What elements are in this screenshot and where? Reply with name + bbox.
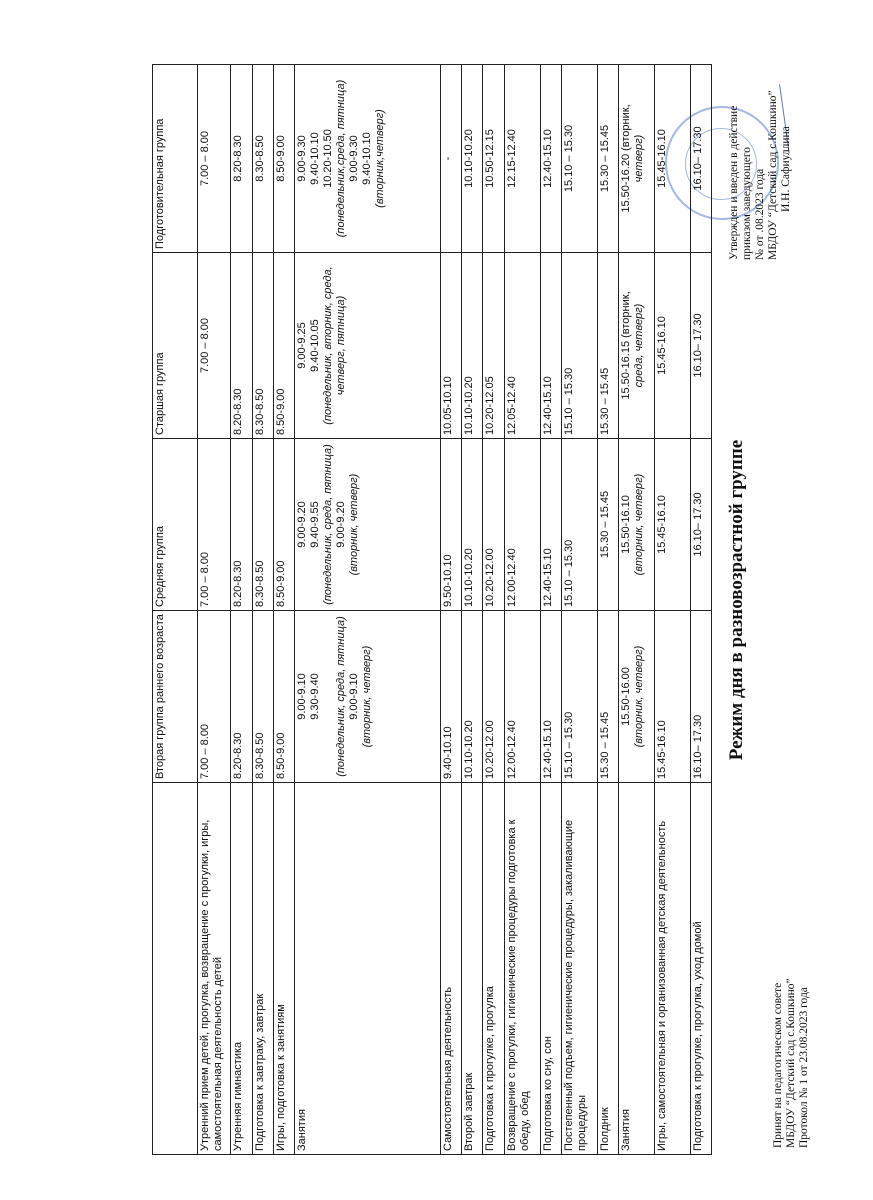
approval-note-right [728, 90, 793, 260]
table-row [561, 65, 597, 1155]
time-cell: 10.10-10.20 [462, 611, 483, 783]
table-row-afternoon-classes [618, 65, 654, 1155]
time-cell: 10.20-12.05 [483, 253, 504, 439]
time-cell: 12.00-12.40 [504, 439, 540, 611]
page-title: Режим дня в разновозрастной группе [726, 439, 747, 761]
time-cell: 12.40-15.10 [540, 253, 561, 439]
council-line: Принят на педагогическом совете [772, 982, 784, 1148]
time-cell: 10.10-10.20 [462, 65, 483, 253]
header-activity [153, 783, 198, 1155]
time-cell: 12.40-15.10 [540, 65, 561, 253]
header-group-middle: Средняя группа [153, 439, 198, 611]
table-row [597, 65, 618, 1155]
time-cell: 9.40-10.10 [440, 611, 461, 783]
time-cell: 15.45-16.10 [654, 611, 690, 783]
order-number-line: № от .08.2023 года [754, 168, 766, 260]
table-row [231, 65, 252, 1155]
table-header-row [153, 65, 198, 1155]
time-cell: 15.30 – 15.45 [597, 253, 618, 439]
time-cell: 15.10 – 15.30 [561, 253, 597, 439]
time-cell: 15.50-16.15 (вторник, среда, четверг) [618, 253, 654, 439]
header-group-prep: Подготовительная группа [153, 65, 198, 253]
time-cell: 9.50-10.10 [440, 439, 461, 611]
activity-cell: Занятия [618, 783, 654, 1155]
time-cell: 10.20-12.00 [483, 439, 504, 611]
time-cell: 8.20-8.30 [231, 439, 252, 611]
time-cell: 8.30-8.50 [252, 439, 273, 611]
time-cell: 8.50-9.00 [273, 65, 294, 253]
activity-cell: Подготовка к прогулке, прогулка [483, 783, 504, 1155]
time-cell: 7.00 – 8.00 [197, 65, 231, 253]
head-name-line: И.Н. Сафиуллина [780, 126, 792, 212]
time-cell: 8.20-8.30 [231, 253, 252, 439]
activity-cell: Подготовка ко сну, сон [540, 783, 561, 1155]
table-row [654, 65, 690, 1155]
time-cell: 9.00-9.30 9.40-10.10 10.20-10.50 (понедельник,среда, пятница) 9.00-9.30 9.40-10.10 (вторник,четверг) [295, 65, 441, 253]
institution-line: МБДОУ “Детский сад с.Кошкино” [785, 978, 797, 1148]
time-cell: 15.50-16.20 (вторник, четверг) [618, 65, 654, 253]
activity-cell: Постепенный подъем, гигиенические процедуры, закаливающие процедуры [561, 783, 597, 1155]
time-cell: 16.10– 17.30 [690, 253, 711, 439]
time-cell: 12.40-15.10 [540, 611, 561, 783]
time-cell: 15.50-16.10 (вторник, четверг) [618, 439, 654, 611]
approval-note-left [772, 978, 811, 1148]
table-row [483, 65, 504, 1155]
time-cell: 15.30 – 15.45 [597, 611, 618, 783]
activity-cell: Утренний прием детей, прогулка, возвращение с прогулки, игры, самостоятельная деятельность детей [197, 783, 231, 1155]
activity-cell: Подготовка к завтраку, завтрак [252, 783, 273, 1155]
activity-cell: Полдник [597, 783, 618, 1155]
time-cell: 15.10 – 15.30 [561, 65, 597, 253]
time-cell: 16.10– 17.30 [690, 65, 711, 253]
time-cell: 15.45-16.10 [654, 439, 690, 611]
time-cell: 8.20-8.30 [231, 65, 252, 253]
time-cell: 8.50-9.00 [273, 253, 294, 439]
protocol-line: Протокол № 1 от 23.08.2023 года [798, 987, 810, 1148]
time-cell: 12.15-12.40 [504, 65, 540, 253]
table-row [540, 65, 561, 1155]
time-cell: 16.10– 17.30 [690, 611, 711, 783]
approved-line: Утвержден и введен в действие [728, 105, 740, 260]
time-cell: 15.50-16.00 (вторник, четверг) [618, 611, 654, 783]
activity-cell: Самостоятельная деятельность [440, 783, 461, 1155]
time-cell: 8.50-9.00 [273, 611, 294, 783]
time-cell: 10.10-10.20 [462, 253, 483, 439]
activity-cell: Занятия [295, 783, 441, 1155]
time-cell: 15.45-16.10 [654, 253, 690, 439]
time-cell: 15.30 – 15.45 [597, 439, 618, 611]
time-cell: 16.10– 17.30 [690, 439, 711, 611]
time-cell: 15.10 – 15.30 [561, 439, 597, 611]
time-cell: 8.50-9.00 [273, 439, 294, 611]
time-cell: 7.00 – 8.00 [197, 611, 231, 783]
time-cell: 8.30-8.50 [252, 611, 273, 783]
time-cell: 10.20-12.00 [483, 611, 504, 783]
time-cell: 15.10 – 15.30 [561, 611, 597, 783]
activity-cell: Подготовка к прогулке, прогулка, уход домой [690, 783, 711, 1155]
time-cell: 12.40-15.10 [540, 439, 561, 611]
header-group-senior: Старшая группа [153, 253, 198, 439]
time-cell: 9.00-9.25 9.40-10.05 (понедельник, вторник, среда, четверг, пятница) [295, 253, 441, 439]
time-cell: 8.30-8.50 [252, 253, 273, 439]
time-cell: 12.05-12.40 [504, 253, 540, 439]
activity-cell: Второй завтрак [462, 783, 483, 1155]
time-cell: 15.30 – 15.45 [597, 65, 618, 253]
time-cell: - [440, 65, 461, 253]
time-cell: 9.00-9.20 9.40-9.55 (понедельник, среда, пятница) 9.00-9.20 (вторник, четверг) [295, 439, 441, 611]
time-cell: 10.05-10.10 [440, 253, 461, 439]
time-cell: 10.10-10.20 [462, 439, 483, 611]
table-row [440, 65, 461, 1155]
order-line: приказом заведующего [741, 146, 753, 260]
time-cell: 7.00 – 8.00 [197, 253, 231, 439]
table-row [504, 65, 540, 1155]
table-row [462, 65, 483, 1155]
time-cell: 8.30-8.50 [252, 65, 273, 253]
table-row [273, 65, 294, 1155]
time-cell: 9.00-9.10 9.30-9.40 (понедельник, среда, пятница) 9.00-9.10 (вторник, четверг) [295, 611, 441, 783]
activity-cell: Игры, подготовка к занятиям [273, 783, 294, 1155]
table-row-classes [295, 65, 441, 1155]
activity-cell: Возвращение с прогулки, гигиенические процедуры подготовка к обеду, обед [504, 783, 540, 1155]
institution-line: МБДОУ “Детский сад с.Кошкино” [767, 90, 779, 260]
activity-cell: Утренняя гимнастика [231, 783, 252, 1155]
schedule-table [152, 64, 712, 1155]
time-cell: 7.00 – 8.00 [197, 439, 231, 611]
table-row [252, 65, 273, 1155]
time-cell: 10.50-12.15 [483, 65, 504, 253]
header-group-early: Вторая группа раннего возраста [153, 611, 198, 783]
activity-cell: Игры, самостоятельная и организованная детская деятельность [654, 783, 690, 1155]
time-cell: 8.20-8.30 [231, 611, 252, 783]
table-row [690, 65, 711, 1155]
time-cell: 15.45-16.10 [654, 65, 690, 253]
table-row [197, 65, 231, 1155]
time-cell: 12.00-12.40 [504, 611, 540, 783]
